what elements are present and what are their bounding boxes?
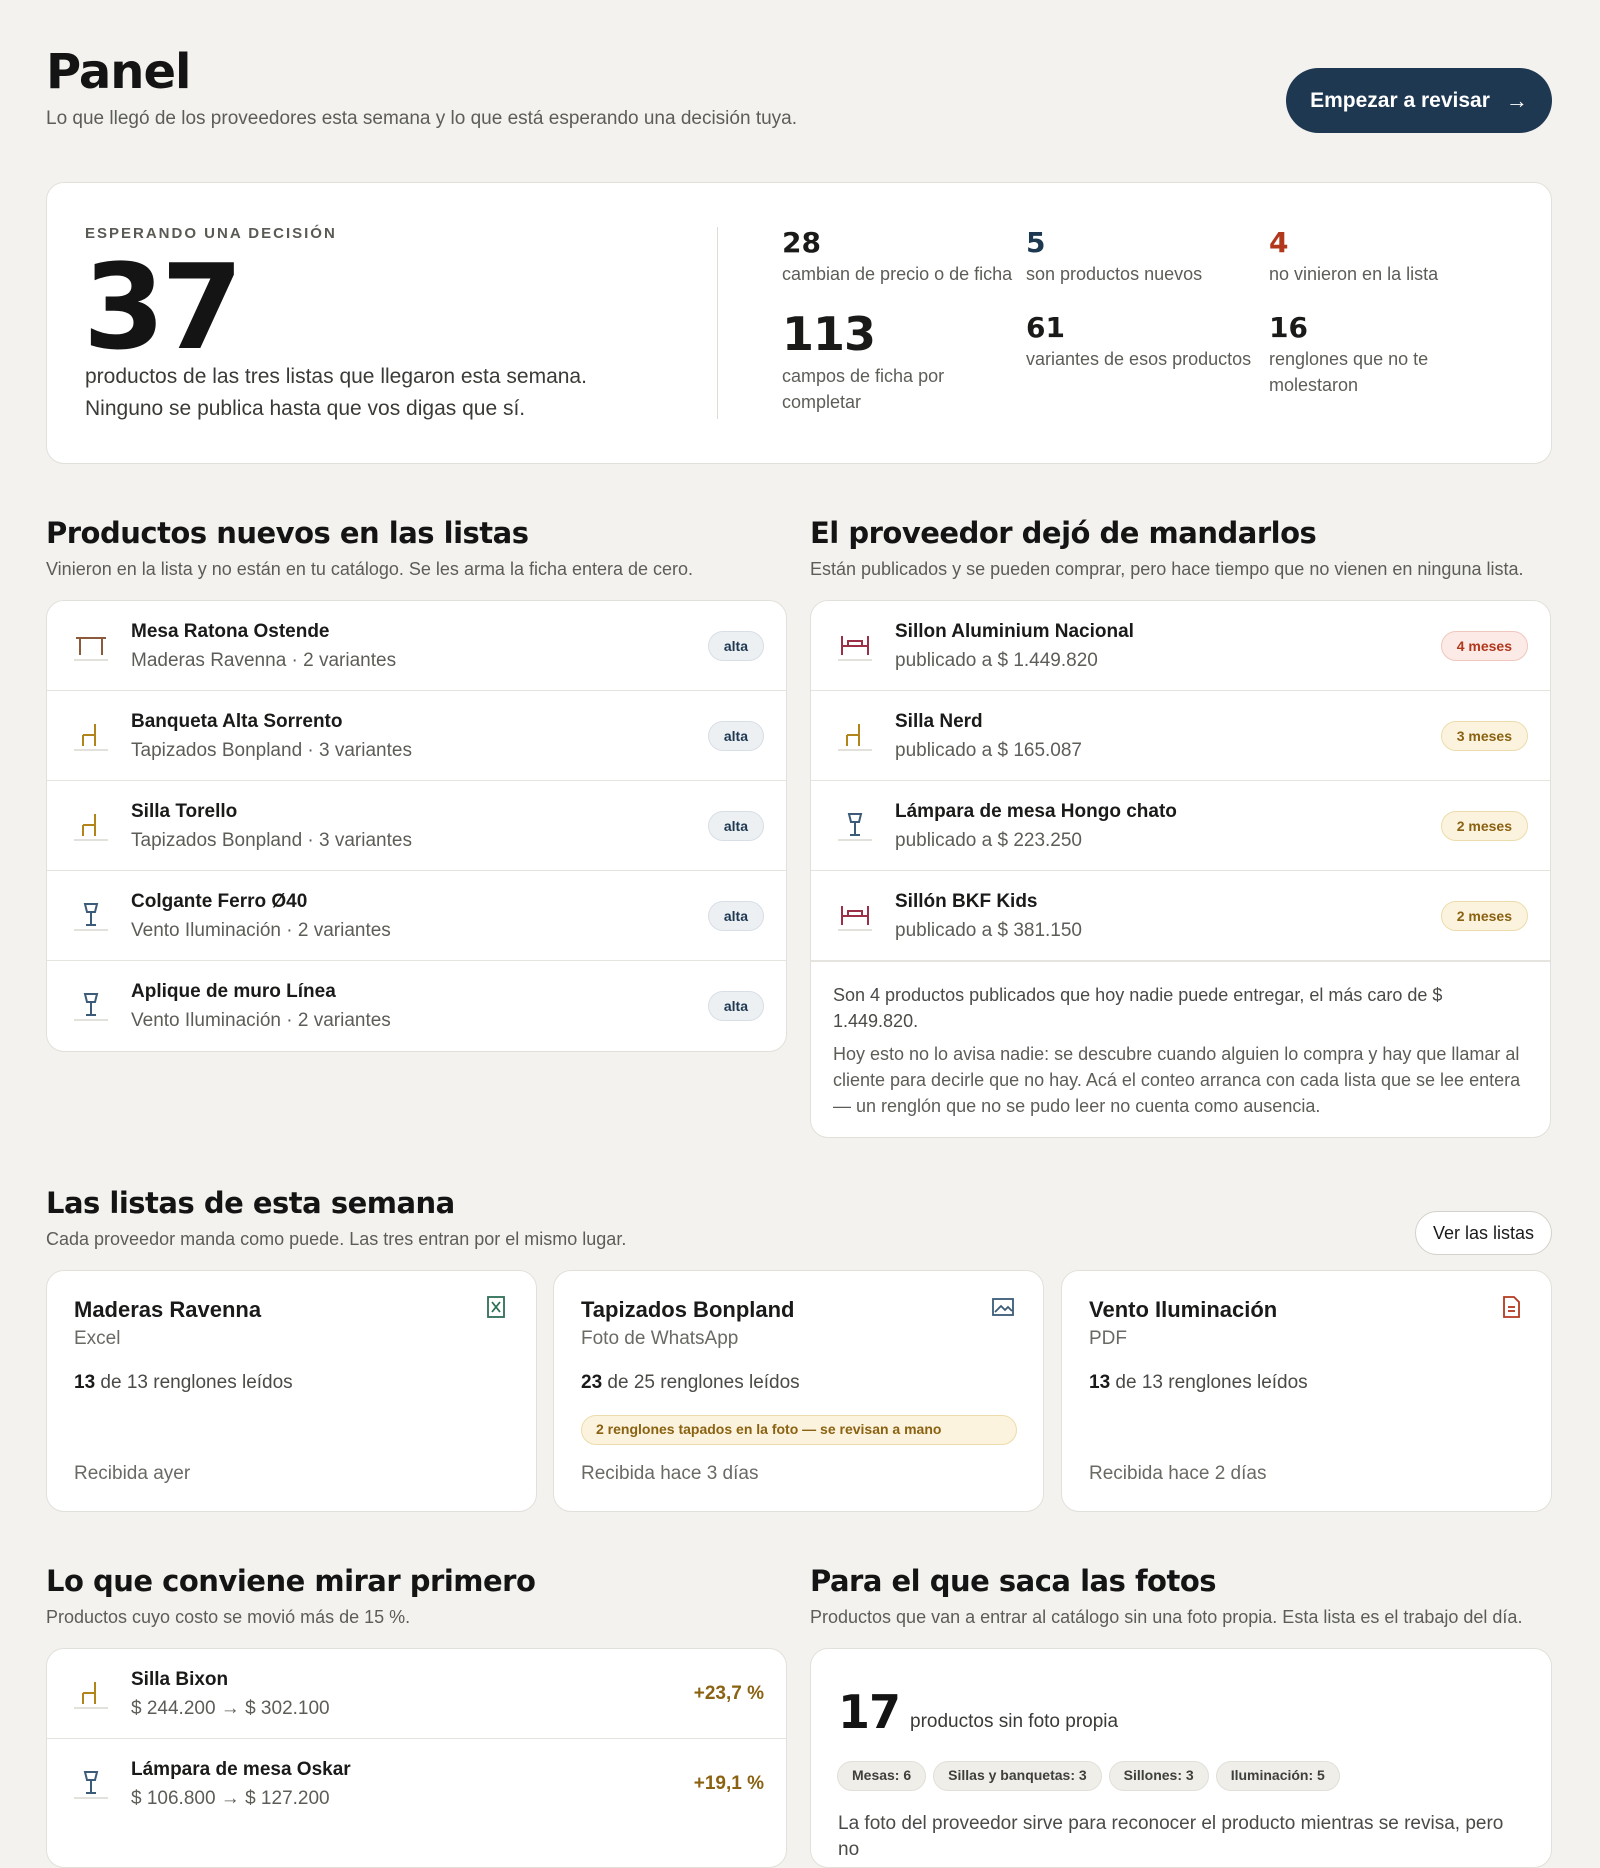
list-item[interactable]: [47, 1649, 786, 1739]
list-format: Foto de WhatsApp: [581, 1328, 739, 1349]
stat-value: 4: [1269, 226, 1289, 259]
category-chips: [837, 1761, 1340, 1791]
item-name: Lámpara de mesa Hongo chato: [895, 801, 1177, 822]
item-name: Sillon Aluminium Nacional: [895, 621, 1134, 642]
age-badge: 2 meses: [1441, 811, 1528, 841]
note-explanation: Hoy esto no lo avisa nadie: se descubre cuando alguien lo compra y hay que llamar al cliente para decirle que no hay. Acá el conteo arranca con cada lista que se lee entera — un renglón que no se pudo leer no cuenta como ausencia.: [833, 1044, 1521, 1116]
priority-badge: alta: [708, 721, 764, 751]
item-meta: publicado a $ 165.087: [895, 740, 1082, 761]
item-name: Silla Bixon: [131, 1669, 229, 1690]
priority-badge: alta: [708, 901, 764, 931]
new-products-title: Productos nuevos en las listas: [46, 516, 529, 550]
item-name: Banqueta Alta Sorrento: [131, 711, 343, 732]
item-meta: Vento Iluminación · 2 variantes: [131, 1010, 391, 1031]
supplier-name: Vento Iluminación: [1089, 1297, 1278, 1322]
arrow-right-icon: →: [1505, 87, 1528, 113]
rows-read-text: de 25 renglones leídos: [602, 1372, 800, 1393]
list-item[interactable]: [47, 871, 786, 961]
weekly-lists-title: Las listas de esta semana: [46, 1186, 455, 1220]
received-date: Recibida hace 2 días: [1089, 1463, 1267, 1484]
new-products-list: [46, 600, 787, 1052]
stat-price-changes: [782, 226, 1012, 287]
stat-label: renglones que no te molestaron: [1269, 349, 1429, 395]
sofa-icon: [837, 899, 873, 933]
photos-subtitle: Productos que van a entrar al catálogo sin una foto propia. Esta lista es el trabajo del día.: [810, 1607, 1523, 1627]
view-lists-button[interactable]: Ver las listas: [1415, 1211, 1552, 1255]
chair-icon: [73, 719, 109, 753]
warning-badge: 2 renglones tapados en la foto — se revisan a mano: [581, 1415, 1017, 1445]
item-meta: Tapizados Bonpland · 3 variantes: [131, 830, 412, 851]
age-badge: 3 meses: [1441, 721, 1528, 751]
list-item[interactable]: [811, 601, 1550, 691]
item-name: Colgante Ferro Ø40: [131, 891, 308, 912]
supplier-name: Maderas Ravenna: [74, 1297, 262, 1322]
weekly-lists-subtitle: Cada proveedor manda como puede. Las tres entran por el mismo lugar.: [46, 1229, 627, 1249]
stat-label: no vinieron en la lista: [1269, 264, 1439, 284]
received-date: Recibida hace 3 días: [581, 1463, 759, 1484]
stat-variants: [1026, 311, 1251, 372]
sofa-icon: [837, 629, 873, 663]
item-name: Silla Nerd: [895, 711, 983, 732]
rows-read-text: de 13 renglones leídos: [1110, 1372, 1308, 1393]
item-price-change: $ 244.200 → $ 302.100: [131, 1698, 330, 1719]
stat-value: 61: [1026, 311, 1065, 344]
summary-label: ESPERANDO UNA DECISIÓN: [85, 225, 337, 242]
summary-description: [85, 361, 645, 425]
category-chip[interactable]: Sillas y banquetas: 3: [933, 1761, 1102, 1791]
stat-value: 16: [1269, 311, 1308, 344]
change-percent: +19,1 %: [693, 1773, 764, 1794]
stat-label: son productos nuevos: [1026, 264, 1203, 284]
priority-subtitle: Productos cuyo costo se movió más de 15 %.: [46, 1607, 411, 1627]
summary-card: [46, 182, 1552, 464]
photos-count-label: productos sin foto propia: [910, 1711, 1119, 1732]
supplier-list-card[interactable]: [1061, 1270, 1552, 1512]
priority-list: [46, 1648, 787, 1868]
photos-count: 17: [838, 1685, 901, 1739]
priority-title: Lo que conviene mirar primero: [46, 1564, 536, 1598]
stat-label: campos de ficha por completar: [782, 366, 945, 412]
item-name: Lámpara de mesa Oskar: [131, 1759, 351, 1780]
rows-read: [581, 1372, 800, 1394]
page-subtitle: Lo que llegó de los proveedores esta semana y lo que está esperando una decisión tuya.: [46, 108, 798, 129]
list-item[interactable]: [47, 601, 786, 691]
pdf-file-icon: [1500, 1295, 1522, 1319]
stat-new-products: [1026, 226, 1202, 287]
stat-value: 5: [1026, 226, 1046, 259]
table-icon: [73, 629, 109, 663]
chair-icon: [73, 1677, 109, 1711]
lamp-icon: [73, 989, 109, 1023]
item-meta: publicado a $ 1.449.820: [895, 650, 1098, 671]
list-item[interactable]: [47, 1739, 786, 1829]
missing-products-note: [811, 961, 1550, 1137]
received-date: Recibida ayer: [74, 1463, 191, 1484]
excel-file-icon: [485, 1295, 507, 1319]
item-name: Sillón BKF Kids: [895, 891, 1038, 912]
lamp-icon: [73, 899, 109, 933]
rows-read-count: 13: [1089, 1372, 1111, 1393]
item-meta: Maderas Ravenna · 2 variantes: [131, 650, 397, 671]
item-meta: Vento Iluminación · 2 variantes: [131, 920, 391, 941]
item-name: Aplique de muro Línea: [131, 981, 336, 1002]
list-item[interactable]: [811, 691, 1550, 781]
age-badge: 2 meses: [1441, 901, 1528, 931]
stat-skipped-rows: [1269, 311, 1469, 398]
chair-icon: [837, 719, 873, 753]
category-chip[interactable]: Iluminación: 5: [1216, 1761, 1340, 1791]
item-name: Silla Torello: [131, 801, 238, 822]
note-summary: Son 4 productos publicados que hoy nadie puede entregar, el más caro de $ 1.449.820.: [833, 985, 1443, 1031]
chair-icon: [73, 809, 109, 843]
age-badge: 4 meses: [1441, 631, 1528, 661]
lamp-icon: [837, 809, 873, 843]
image-file-icon: [992, 1295, 1014, 1319]
start-review-button[interactable]: [1286, 68, 1552, 133]
stat-missing: [1269, 226, 1438, 287]
summary-divider: [717, 227, 718, 419]
photos-card: [810, 1648, 1552, 1868]
missing-products-title: El proveedor dejó de mandarlos: [810, 516, 1317, 550]
item-meta: publicado a $ 381.150: [895, 920, 1082, 941]
list-item[interactable]: [47, 781, 786, 871]
missing-products-subtitle: Están publicados y se pueden comprar, pero hace tiempo que no vienen en ninguna lista.: [810, 559, 1524, 579]
new-products-subtitle: Vinieron en la lista y no están en tu catálogo. Se les arma la ficha entera de cero.: [46, 559, 694, 579]
start-review-label: Empezar a revisar: [1310, 88, 1490, 112]
list-format: Excel: [74, 1328, 121, 1349]
rows-read-text: de 13 renglones leídos: [95, 1372, 293, 1393]
photos-description: La foto del proveedor sirve para reconocer el producto mientras se revisa, pero no: [838, 1813, 1504, 1860]
priority-badge: alta: [708, 991, 764, 1021]
priority-badge: alta: [708, 811, 764, 841]
category-chip[interactable]: Sillones: 3: [1109, 1761, 1209, 1791]
supplier-name: Tapizados Bonpland: [581, 1297, 795, 1322]
missing-products-list: [810, 600, 1551, 1138]
lamp-icon: [73, 1767, 109, 1801]
change-percent: +23,7 %: [693, 1683, 764, 1704]
page-title: Panel: [46, 44, 191, 100]
summary-line-1: productos de las tres listas que llegaron esta semana.: [85, 365, 587, 388]
list-format: PDF: [1089, 1328, 1127, 1349]
supplier-list-card[interactable]: [46, 1270, 537, 1512]
stat-value: 28: [782, 226, 821, 259]
rows-read: [74, 1372, 293, 1394]
list-item[interactable]: [811, 781, 1550, 871]
photos-title: Para el que saca las fotos: [810, 1564, 1217, 1598]
item-price-change: $ 106.800 → $ 127.200: [131, 1788, 330, 1809]
item-meta: publicado a $ 223.250: [895, 830, 1082, 851]
category-chip[interactable]: Mesas: 6: [837, 1761, 926, 1791]
priority-badge: alta: [708, 631, 764, 661]
stat-value: 113: [782, 307, 876, 361]
page-header: [46, 0, 1552, 182]
rows-read-count: 23: [581, 1372, 603, 1393]
dashboard: [46, 0, 1552, 1860]
stat-label: cambian de precio o de ficha: [782, 264, 1013, 284]
rows-read: [1089, 1372, 1308, 1394]
rows-read-count: 13: [74, 1372, 96, 1393]
summary-line-2: Ninguno se publica hasta que vos digas que sí.: [85, 397, 526, 420]
list-item[interactable]: [47, 961, 786, 1051]
list-item[interactable]: [47, 691, 786, 781]
summary-count: 37: [83, 238, 240, 376]
item-name: Mesa Ratona Ostende: [131, 621, 330, 642]
supplier-list-card[interactable]: [553, 1270, 1044, 1512]
stat-fields: [782, 307, 982, 415]
item-meta: Tapizados Bonpland · 3 variantes: [131, 740, 412, 761]
list-item[interactable]: [811, 871, 1550, 961]
stat-label: variantes de esos productos: [1026, 349, 1252, 369]
